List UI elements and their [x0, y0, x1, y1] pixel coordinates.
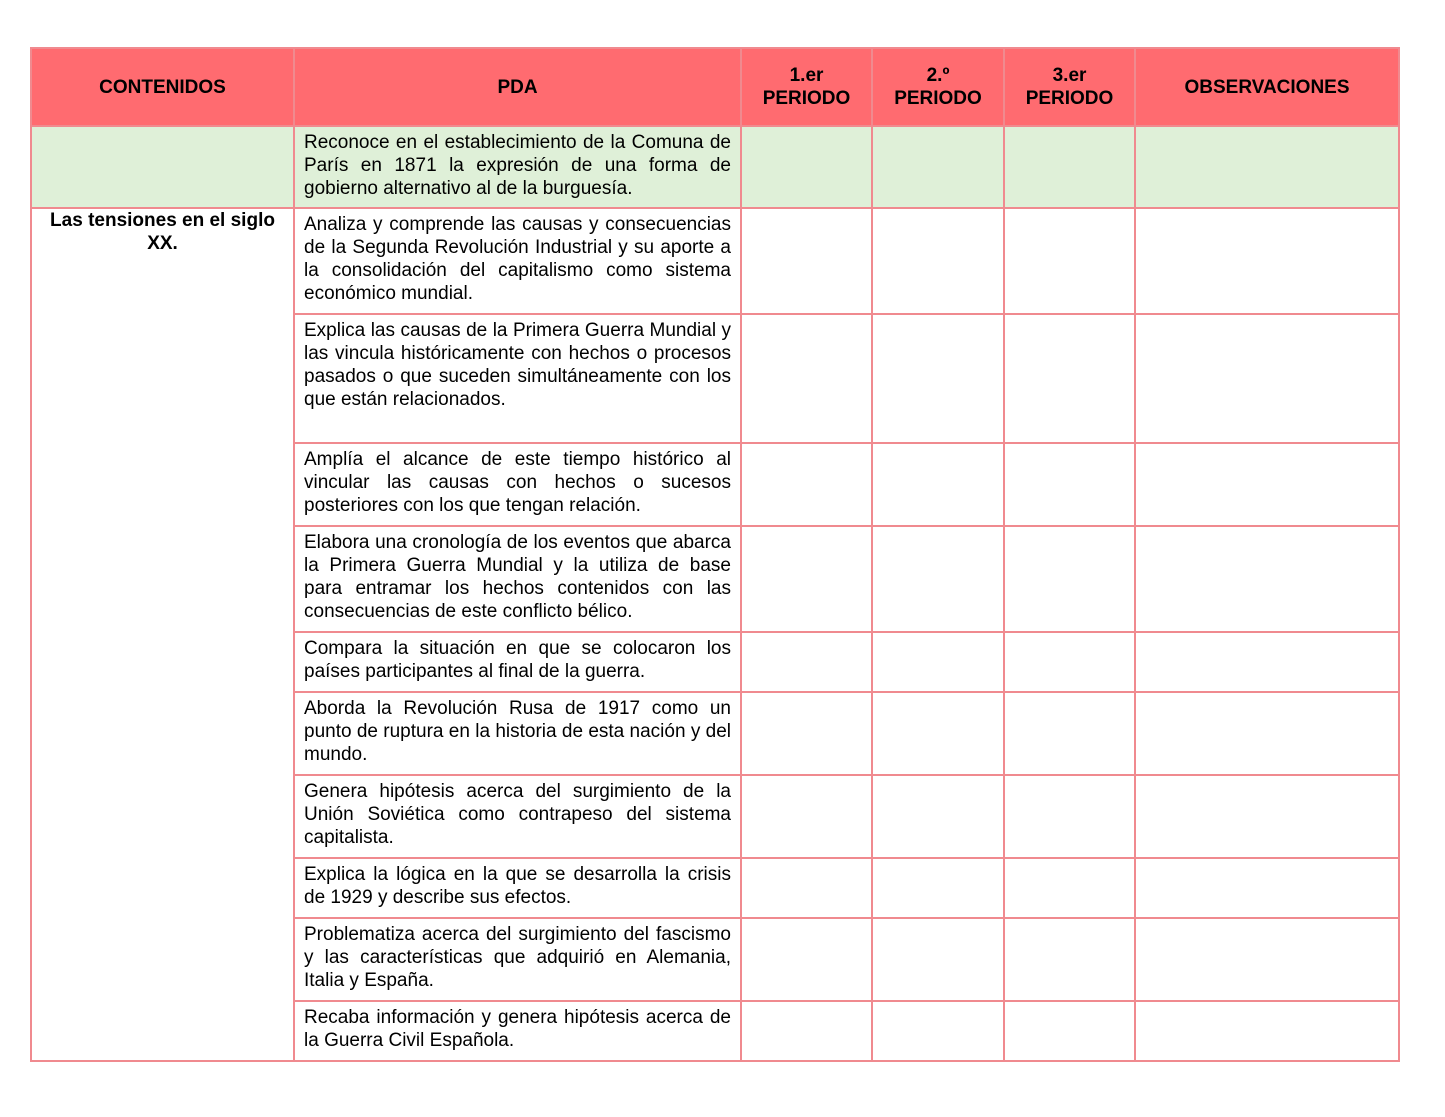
periodo-3-cell [1004, 775, 1135, 858]
periodo-2-cell [872, 526, 1004, 632]
pda-cell: Genera hipótesis acerca del surgimiento de la Unión Soviética como contrapeso del sistema capitalista. [294, 775, 741, 858]
periodo-2-cell [872, 775, 1004, 858]
header-pda: PDA [294, 48, 741, 126]
pda-cell: Recaba información y genera hipótesis acerca de la Guerra Civil Española. [294, 1001, 741, 1061]
observaciones-cell [1135, 918, 1399, 1001]
pda-cell: Compara la situación en que se colocaron los países participantes al final de la guerra. [294, 632, 741, 692]
observaciones-cell [1135, 526, 1399, 632]
pda-cell: Aborda la Revolución Rusa de 1917 como un punto de ruptura en la historia de esta nación y del mundo. [294, 692, 741, 775]
observaciones-cell [1135, 443, 1399, 526]
periodo-2-cell [872, 692, 1004, 775]
pda-cell: Amplía el alcance de este tiempo histórico al vincular las causas con hechos o sucesos posteriores con los que tengan relación. [294, 443, 741, 526]
periodo-1-cell [741, 126, 872, 208]
header-observaciones: OBSERVACIONES [1135, 48, 1399, 126]
periodo-3-cell [1004, 208, 1135, 314]
table-row [31, 126, 1399, 208]
header-periodo-1-number: 1.er [789, 65, 824, 86]
periodo-1-cell [741, 692, 872, 775]
observaciones-cell [1135, 208, 1399, 314]
contenido-cell: Las tensiones en el siglo XX. [31, 208, 294, 1061]
periodo-2-cell [872, 208, 1004, 314]
header-row [31, 48, 1399, 126]
periodo-1-cell [741, 314, 872, 443]
periodo-3-cell [1004, 314, 1135, 443]
observaciones-cell [1135, 692, 1399, 775]
periodo-1-cell [741, 526, 872, 632]
pda-cell: Explica la lógica en la que se desarrolla la crisis de 1929 y describe sus efectos. [294, 858, 741, 918]
periodo-3-cell [1004, 858, 1135, 918]
periodo-3-cell [1004, 126, 1135, 208]
observaciones-cell [1135, 858, 1399, 918]
periodo-2-cell [872, 918, 1004, 1001]
pda-cell: Explica las causas de la Primera Guerra Mundial y las vincula históricamente con hechos o procesos pasados o que suceden simultáneamente con los que están relacionados. [294, 314, 741, 443]
periodo-3-cell [1004, 443, 1135, 526]
header-periodo-2-number: 2.º [926, 65, 950, 86]
periodo-3-cell [1004, 1001, 1135, 1061]
header-periodo-3-number: 3.er [1052, 65, 1087, 86]
periodo-1-cell [741, 632, 872, 692]
periodo-3-cell [1004, 918, 1135, 1001]
observaciones-cell [1135, 632, 1399, 692]
header-periodo-3 [1004, 48, 1135, 126]
header-contenidos: CONTENIDOS [31, 48, 294, 126]
periodo-2-cell [872, 314, 1004, 443]
periodo-2-cell [872, 1001, 1004, 1061]
periodo-1-cell [741, 918, 872, 1001]
periodo-2-cell [872, 126, 1004, 208]
periodo-2-cell [872, 858, 1004, 918]
header-periodo-3-label: PERIODO [1025, 88, 1114, 109]
observaciones-cell [1135, 314, 1399, 443]
periodo-1-cell [741, 208, 872, 314]
periodo-1-cell [741, 1001, 872, 1061]
observaciones-cell [1135, 126, 1399, 208]
periodo-2-cell [872, 632, 1004, 692]
observaciones-cell [1135, 775, 1399, 858]
periodo-3-cell [1004, 632, 1135, 692]
pda-cell: Elabora una cronología de los eventos que abarca la Primera Guerra Mundial y la utiliza de base para entramar los hechos contenidos con las consecuencias de este conflicto bélico. [294, 526, 741, 632]
pda-cell: Reconoce en el establecimiento de la Comuna de París en 1871 la expresión de una forma de gobierno alternativo al de la burguesía. [294, 126, 741, 208]
header-periodo-1 [741, 48, 872, 126]
header-periodo-1-label: PERIODO [762, 88, 851, 109]
periodo-3-cell [1004, 526, 1135, 632]
contenido-cell-empty [31, 126, 294, 208]
header-periodo-2 [872, 48, 1004, 126]
periodo-2-cell [872, 443, 1004, 526]
observaciones-cell [1135, 1001, 1399, 1061]
periodo-1-cell [741, 443, 872, 526]
periodo-1-cell [741, 775, 872, 858]
header-periodo-2-label: PERIODO [894, 88, 982, 109]
periodo-1-cell [741, 858, 872, 918]
pda-cell: Analiza y comprende las causas y consecuencias de la Segunda Revolución Industrial y su aporte a la consolidación del capitalismo como sistema económico mundial. [294, 208, 741, 314]
table-row [31, 208, 1399, 314]
pda-table [30, 47, 1400, 1062]
pda-cell: Problematiza acerca del surgimiento del fascismo y las características que adquirió en Alemania, Italia y España. [294, 918, 741, 1001]
periodo-3-cell [1004, 692, 1135, 775]
